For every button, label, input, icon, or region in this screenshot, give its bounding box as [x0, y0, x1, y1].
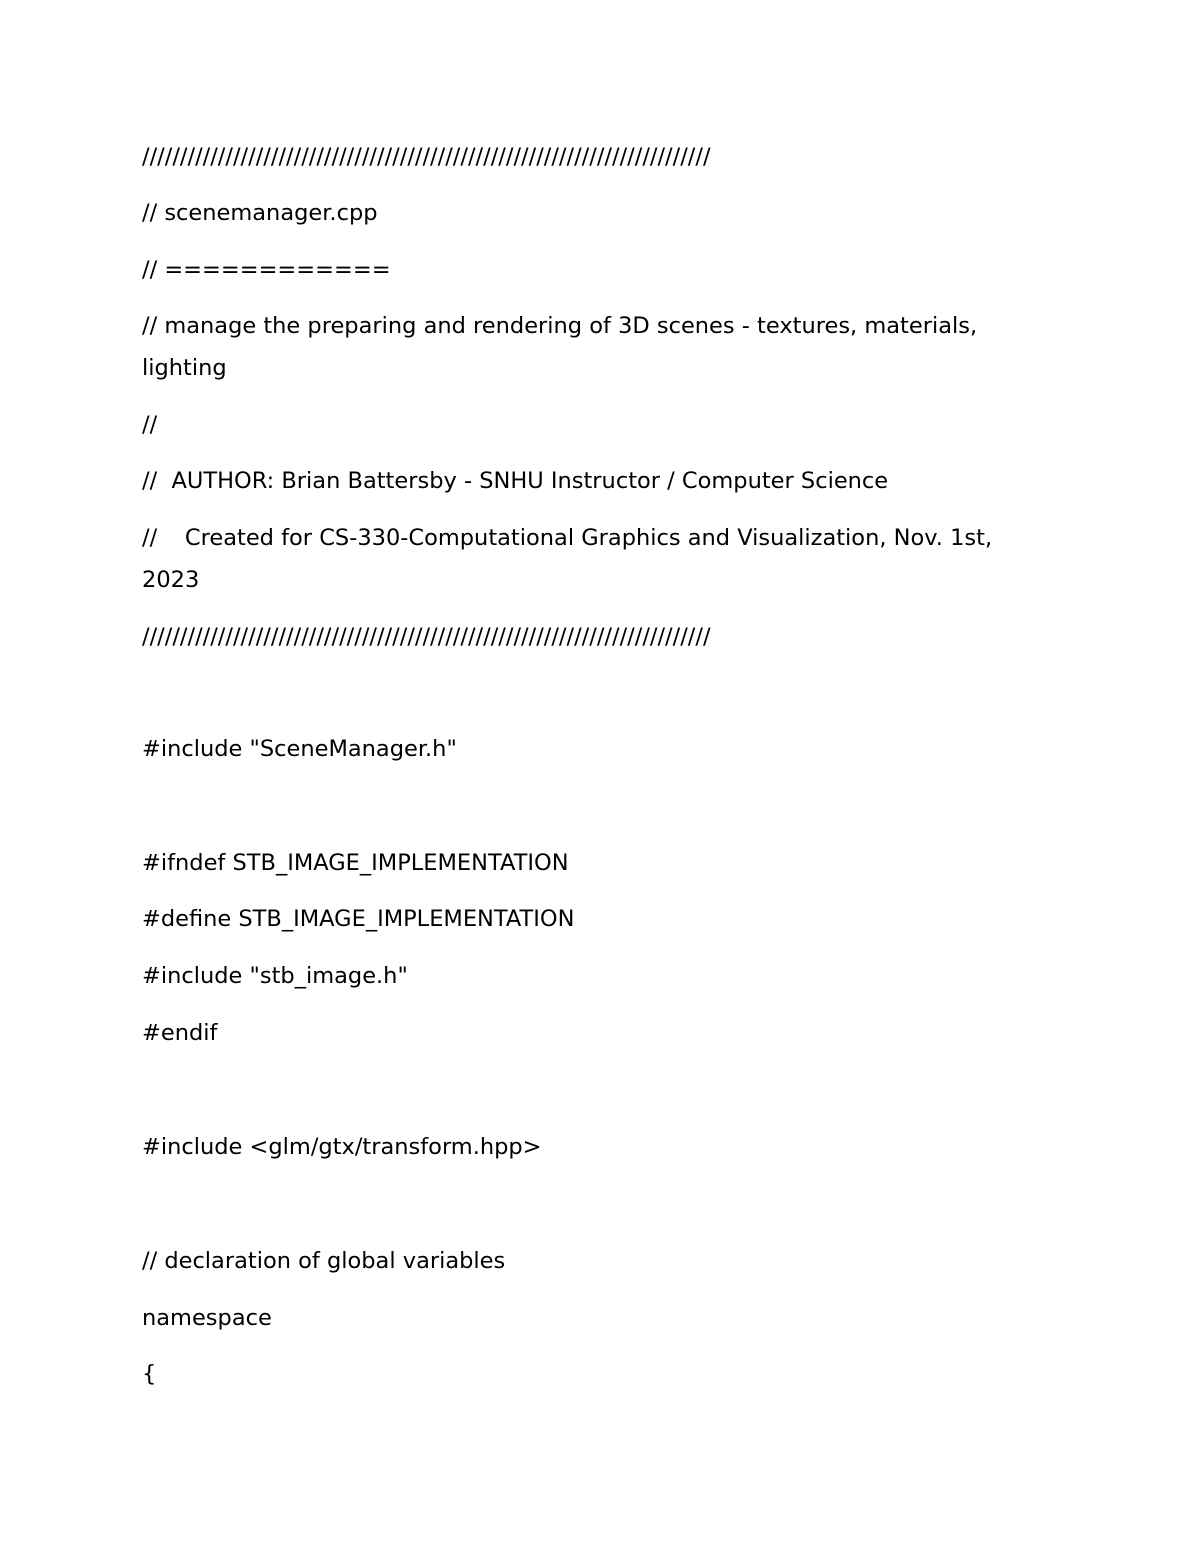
comment-global-variables: // declaration of global variables [142, 1248, 506, 1274]
comment-underline: // ============ [142, 257, 391, 283]
include-glm-transform: #include <glm/gtx/transform.hpp> [142, 1134, 542, 1160]
comment-divider-bottom: /////////////////////////////////////////////////////////////////////////// [142, 624, 711, 650]
comment-divider-top: /////////////////////////////////////////////////////////////////////////// [142, 144, 711, 170]
comment-created-continued: 2023 [142, 567, 200, 593]
define-directive: #define STB_IMAGE_IMPLEMENTATION [142, 906, 575, 932]
comment-description: // manage the preparing and rendering of 3D scenes - textures, materials, [142, 313, 978, 339]
include-scene-manager: #include "SceneManager.h" [142, 736, 457, 762]
opening-brace: { [142, 1361, 157, 1387]
comment-blank: // [142, 412, 158, 438]
ifndef-directive: #ifndef STB_IMAGE_IMPLEMENTATION [142, 850, 569, 876]
comment-created: // Created for CS-330-Computational Graphics and Visualization, Nov. 1st, [142, 525, 993, 551]
namespace-keyword: namespace [142, 1305, 272, 1331]
endif-directive: #endif [142, 1020, 218, 1046]
comment-author: // AUTHOR: Brian Battersby - SNHU Instructor / Computer Science [142, 468, 889, 494]
include-stb-image: #include "stb_image.h" [142, 963, 408, 989]
comment-filename: // scenemanager.cpp [142, 200, 378, 226]
comment-description-continued: lighting [142, 355, 227, 381]
